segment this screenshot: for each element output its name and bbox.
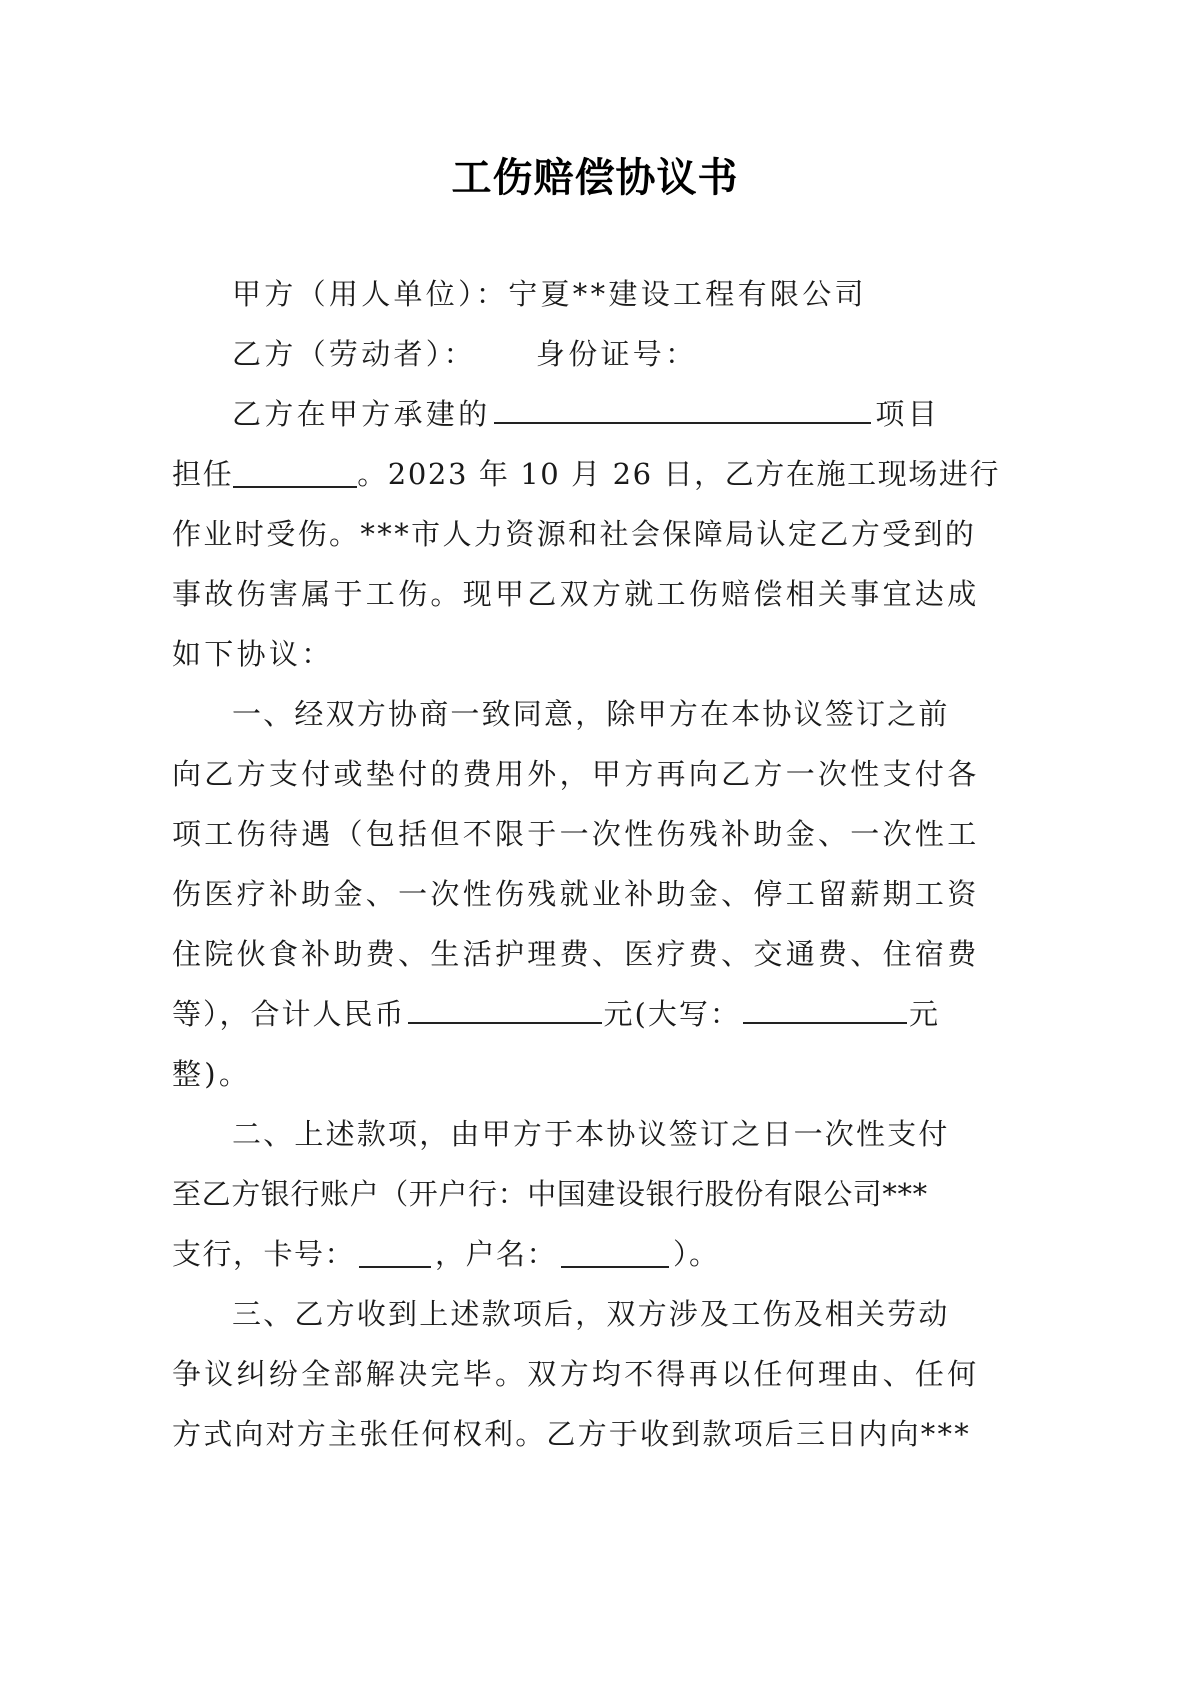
- clause2-text: ，户名：: [435, 1237, 558, 1271]
- intro-text: 项目: [875, 397, 940, 431]
- position-blank[interactable]: [233, 456, 357, 488]
- account-name-blank[interactable]: [561, 1236, 669, 1268]
- clause1-text: 元(大写：: [603, 997, 741, 1031]
- intro-line-1: [172, 384, 940, 444]
- party-a-value: 宁夏**建设工程有限公司: [508, 277, 867, 311]
- clause1-line-5: 住院伙食补助费、生活护理费、医疗费、交通费、住宿费: [172, 937, 980, 971]
- clause1-line-7: 整)。: [172, 1057, 252, 1091]
- intro-line-5: 如下协议：: [172, 637, 334, 671]
- party-a-line: [172, 264, 940, 324]
- clause1-line-3: 项工伤待遇（包括但不限于一次性伤残补助金、一次性工: [172, 817, 980, 851]
- party-b-label: 乙方（劳动者）：: [232, 337, 476, 371]
- party-b-line: [172, 324, 940, 384]
- clause1-line-2: 向乙方支付或垫付的费用外，甲方再向乙方一次性支付各: [172, 757, 980, 791]
- clause3-line-1: 三、乙方收到上述款项后，双方涉及工伤及相关劳动: [232, 1297, 950, 1331]
- clause2-line-1: 二、上述款项，由甲方于本协议签订之日一次性支付: [232, 1117, 950, 1151]
- intro-line-3: 作业时受伤。***市人力资源和社会保障局认定乙方受到的: [172, 517, 977, 551]
- amount-number-blank[interactable]: [408, 984, 602, 1024]
- clause2-line-3: [172, 1224, 940, 1284]
- intro-text: 。2023 年 10 月 26 日，乙方在施工现场进行: [357, 457, 1001, 491]
- clause1-line-4: 伤医疗补助金、一次性伤残就业补助金、停工留薪期工资: [172, 877, 980, 911]
- project-name-blank[interactable]: [494, 384, 871, 424]
- clause3-line-3: 方式向对方主张任何权利。乙方于收到款项后三日内向***: [172, 1417, 971, 1451]
- clause3-line-2: 争议纠纷全部解决完毕。双方均不得再以任何理由、任何: [172, 1357, 980, 1391]
- clause1-line-6: [172, 984, 940, 1044]
- document-title: 工伤赔偿协议书: [451, 155, 739, 201]
- intro-text: 乙方在甲方承建的: [232, 397, 491, 431]
- clause1-text: 元: [908, 997, 940, 1031]
- card-number-blank[interactable]: [359, 1236, 431, 1268]
- clause1-text: 等），合计人民币: [172, 997, 406, 1031]
- intro-line-2: [172, 444, 1001, 504]
- document-body: [172, 264, 1001, 1464]
- party-b-id-label: 身份证号：: [535, 337, 698, 371]
- clause2-text: ）。: [673, 1237, 720, 1271]
- intro-text: 担任: [172, 457, 234, 491]
- party-a-label: 甲方（用人单位）：: [232, 277, 509, 311]
- intro-line-4: 事故伤害属于工伤。现甲乙双方就工伤赔偿相关事宜达成: [172, 577, 980, 611]
- clause2-line-2: 至乙方银行账户（开户行：中国建设银行股份有限公司***: [172, 1177, 928, 1211]
- amount-words-blank[interactable]: [743, 984, 907, 1024]
- clause1-line-1: 一、经双方协商一致同意，除甲方在本协议签订之前: [232, 697, 950, 731]
- clause2-text: 支行，卡号：: [172, 1237, 356, 1271]
